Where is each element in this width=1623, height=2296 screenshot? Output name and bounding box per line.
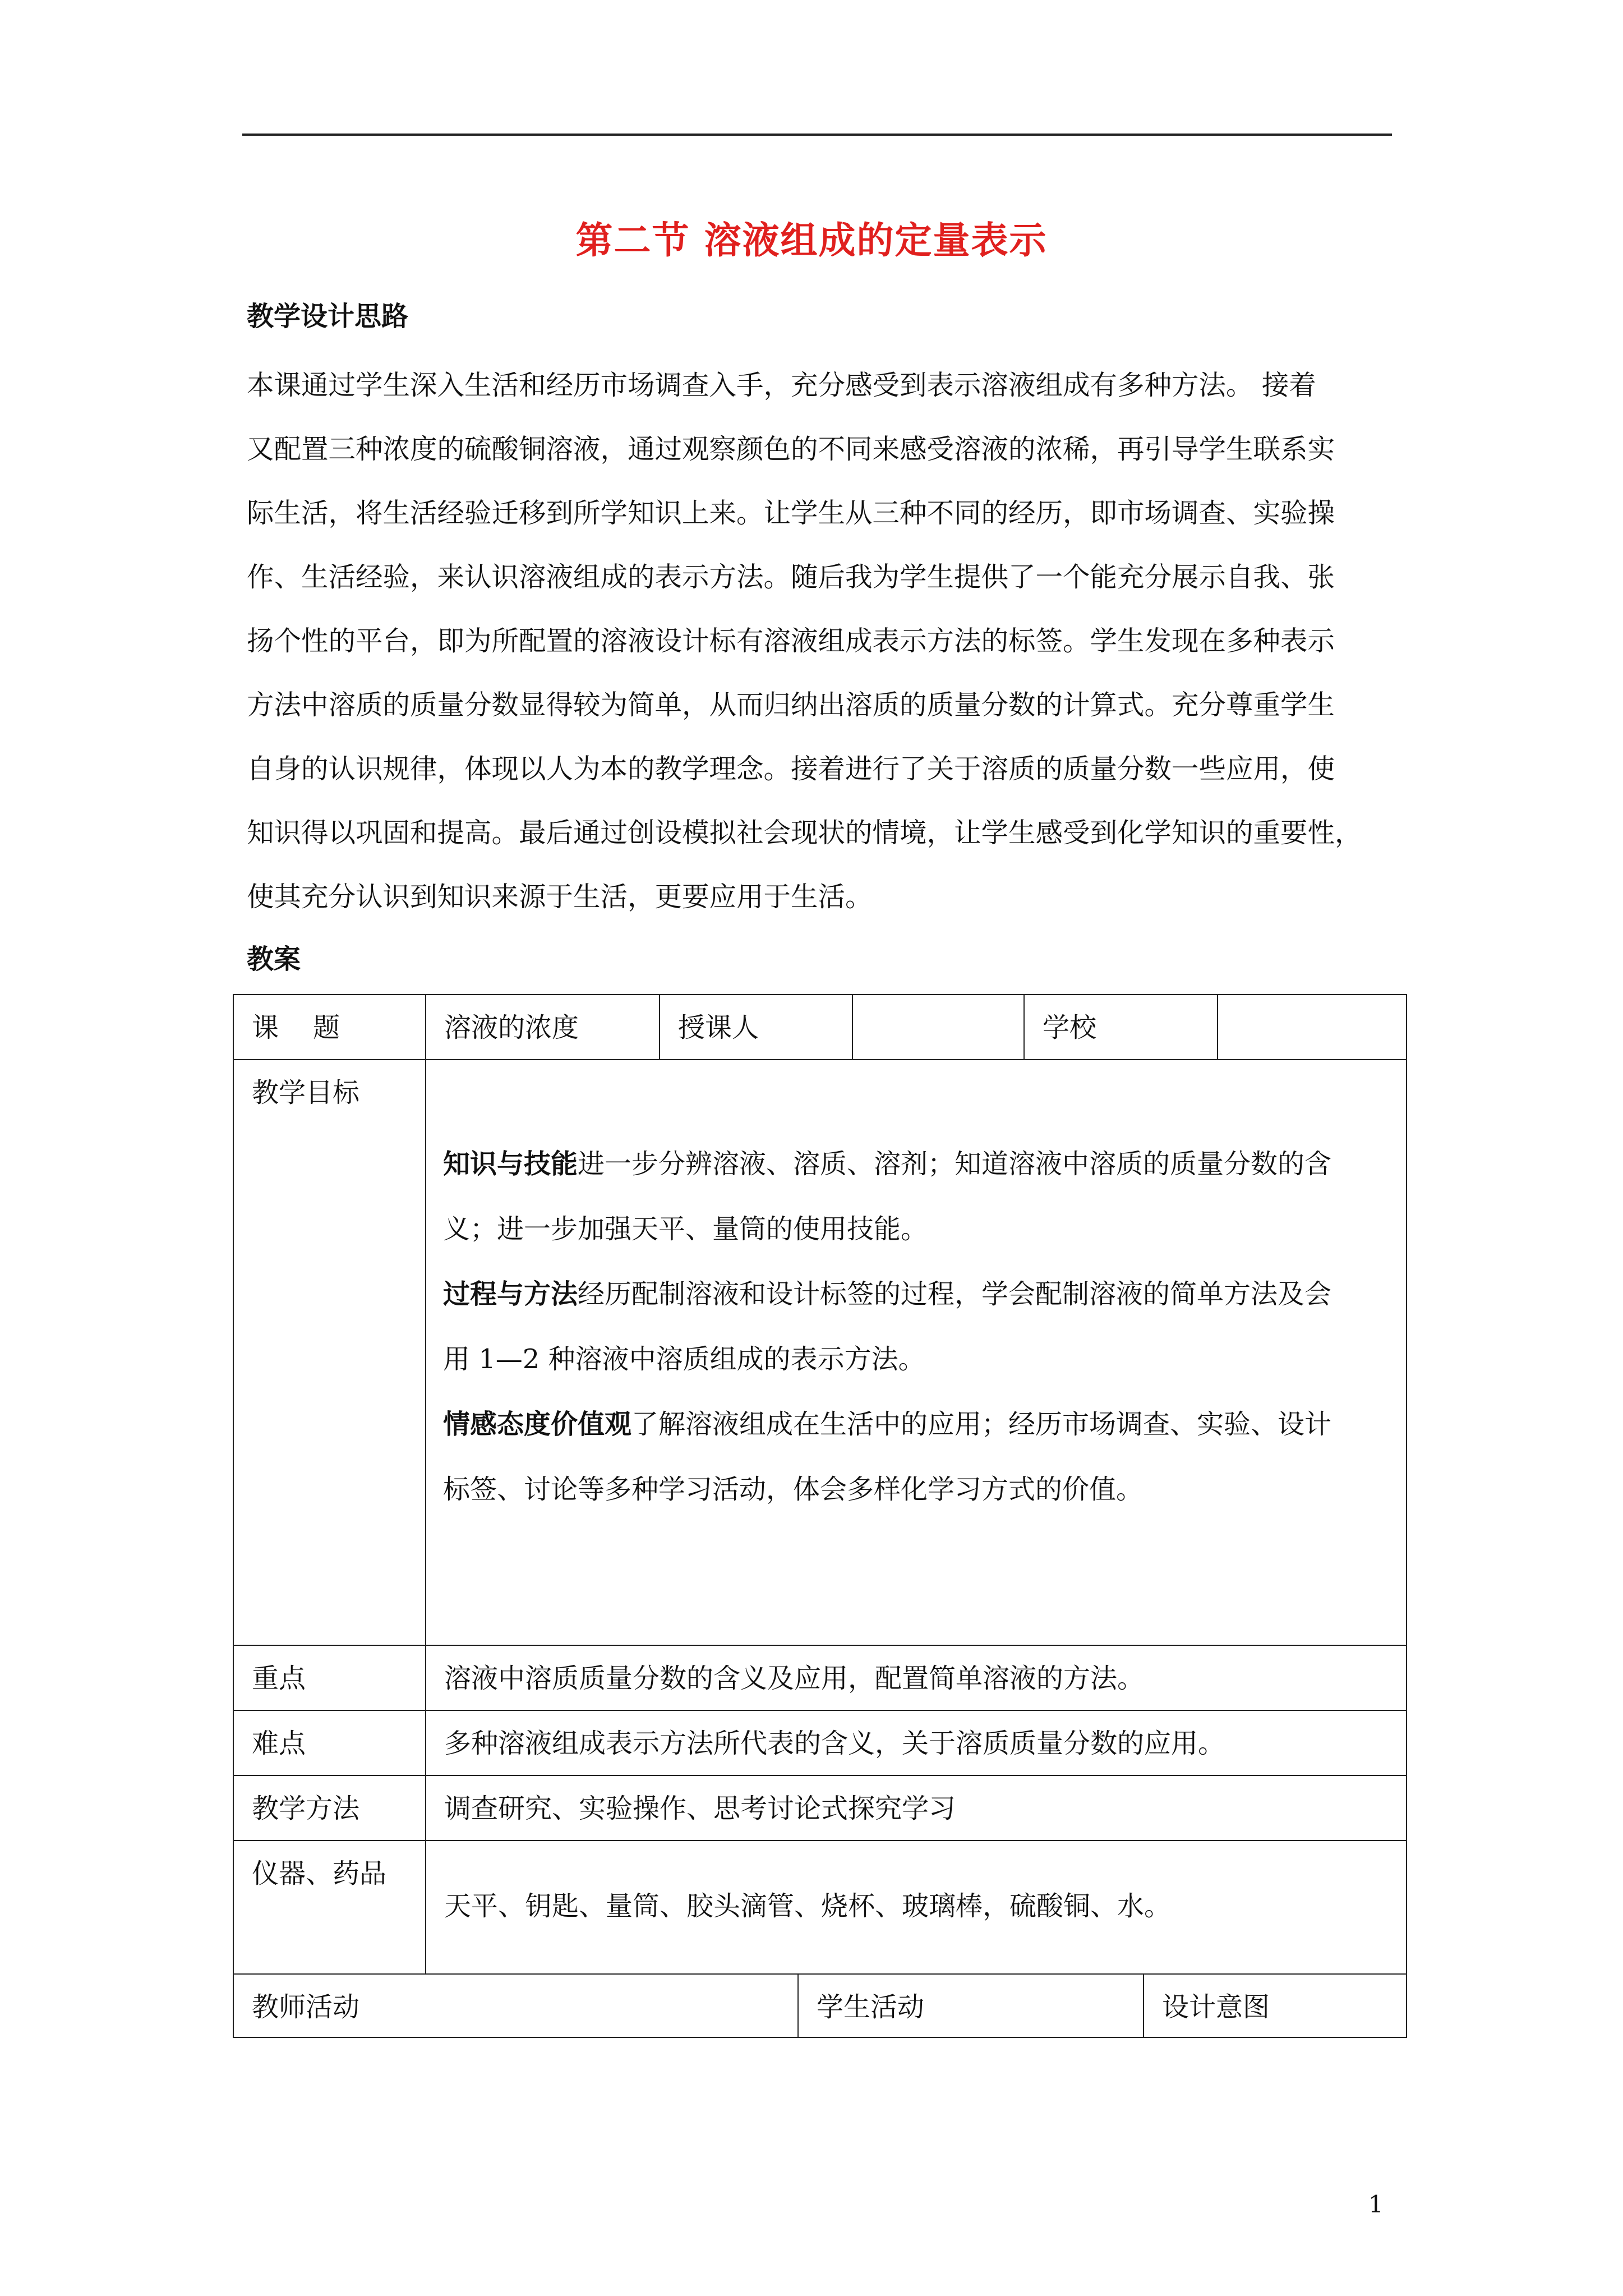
equipment-label: 仪器、药品 [252, 1858, 387, 1889]
teacher-label-cell [659, 994, 853, 1060]
goals-label-cell [233, 1059, 426, 1646]
goal-attitude-text: 了解溶液组成在生活中的应用；经历市场调查、实验、设计 [631, 1409, 1332, 1440]
teacher-value-cell [852, 994, 1025, 1060]
plan-heading: 教案 [247, 944, 301, 975]
key-value: 溶液中溶质质量分数的含义及应用，配置简单溶液的方法。 [444, 1663, 1145, 1694]
difficult-value: 多种溶液组成表示方法所代表的含义，关于溶质质量分数的应用。 [444, 1728, 1225, 1759]
design-line: 使其充分认识到知识来源于生活，更要应用于生活。 [247, 881, 873, 913]
goal-process-title: 过程与方法 [443, 1278, 578, 1310]
design-intent-label: 设计意图 [1162, 1991, 1270, 2023]
equipment-value-cell [425, 1840, 1407, 1975]
page-title: 第二节 溶液组成的定量表示 [575, 218, 1048, 262]
goal-knowledge-title: 知识与技能 [443, 1148, 578, 1180]
design-intent-header [1143, 1973, 1407, 2038]
header-rule [242, 134, 1392, 136]
goal-knowledge-cont: 义；进一步加强天平、量筒的使用技能。 [443, 1213, 928, 1245]
goal-attitude-line [443, 1402, 1331, 1441]
goal-process-line [443, 1272, 1331, 1311]
key-label-cell [233, 1645, 426, 1711]
design-line: 知识得以巩固和提高。最后通过创设模拟社会现状的情境，让学生感受到化学知识的重要性， [247, 817, 1362, 849]
method-label: 教学方法 [252, 1793, 360, 1824]
design-line: 本课通过学生深入生活和经历市场调查入手，充分感受到表示溶液组成有多种方法。 接着 [247, 370, 1316, 401]
teacher-activity-label: 教师活动 [252, 1991, 360, 2023]
method-value-cell [425, 1775, 1407, 1841]
design-line: 作、生活经验，来认识溶液组成的表示方法。随后我为学生提供了一个能充分展示自我、张 [247, 562, 1335, 593]
equipment-value: 天平、钥匙、量筒、胶头滴管、烧杯、玻璃棒，硫酸铜、水。 [444, 1890, 1172, 1922]
topic-value-cell [425, 994, 660, 1060]
difficult-value-cell [425, 1710, 1407, 1776]
design-line: 扬个性的平台，即为所配置的溶液设计标有溶液组成表示方法的标签。学生发现在多种表示 [247, 625, 1335, 657]
key-label: 重点 [252, 1663, 306, 1694]
topic-label-cell [233, 994, 426, 1060]
student-activity-header [797, 1973, 1144, 2038]
method-value: 调查研究、实验操作、思考讨论式探究学习 [444, 1793, 956, 1824]
school-label: 学校 [1043, 1012, 1097, 1043]
student-activity-label: 学生活动 [817, 1991, 925, 2023]
key-value-cell [425, 1645, 1407, 1711]
equipment-label-cell [233, 1840, 426, 1975]
goal-knowledge-line [443, 1142, 1331, 1181]
design-line: 际生活，将生活经验迁移到所学知识上来。让学生从三种不同的经历，即市场调查、实验操 [247, 498, 1335, 529]
school-label-cell [1023, 994, 1218, 1060]
design-line: 方法中溶质的质量分数显得较为简单，从而归纳出溶质的质量分数的计算式。充分尊重学生 [247, 689, 1335, 721]
page-number: 1 [1368, 2191, 1384, 2218]
design-line: 又配置三种浓度的硫酸铜溶液，通过观察颜色的不同来感受溶液的浓稀，再引导学生联系实 [247, 434, 1335, 465]
topic-label: 课 题 [252, 1012, 340, 1043]
design-heading: 教学设计思路 [247, 301, 409, 332]
method-label-cell [233, 1775, 426, 1841]
topic-value: 溶液的浓度 [444, 1012, 579, 1043]
teacher-label: 授课人 [678, 1012, 759, 1043]
design-paragraph [247, 353, 1391, 929]
difficult-label-cell [233, 1710, 426, 1776]
goal-knowledge-text: 进一步分辨溶液、溶质、溶剂；知道溶液中溶质的质量分数的含 [578, 1148, 1332, 1180]
school-value-cell [1217, 994, 1407, 1060]
goal-attitude-cont: 标签、讨论等多种学习活动，体会多样化学习方式的价值。 [443, 1474, 1144, 1505]
difficult-label: 难点 [252, 1728, 306, 1759]
goal-attitude-title: 情感态度价值观 [443, 1409, 632, 1440]
goal-process-cont: 用 1—2 种溶液中溶质组成的表示方法。 [443, 1343, 925, 1375]
teacher-activity-header [233, 1973, 799, 2038]
goal-process-text: 经历配制溶液和设计标签的过程，学会配制溶液的简单方法及会 [578, 1278, 1332, 1310]
design-line: 自身的认识规律，体现以人为本的教学理念。接着进行了关于溶质的质量分数一些应用，使 [247, 753, 1335, 785]
goals-label: 教学目标 [252, 1077, 360, 1108]
